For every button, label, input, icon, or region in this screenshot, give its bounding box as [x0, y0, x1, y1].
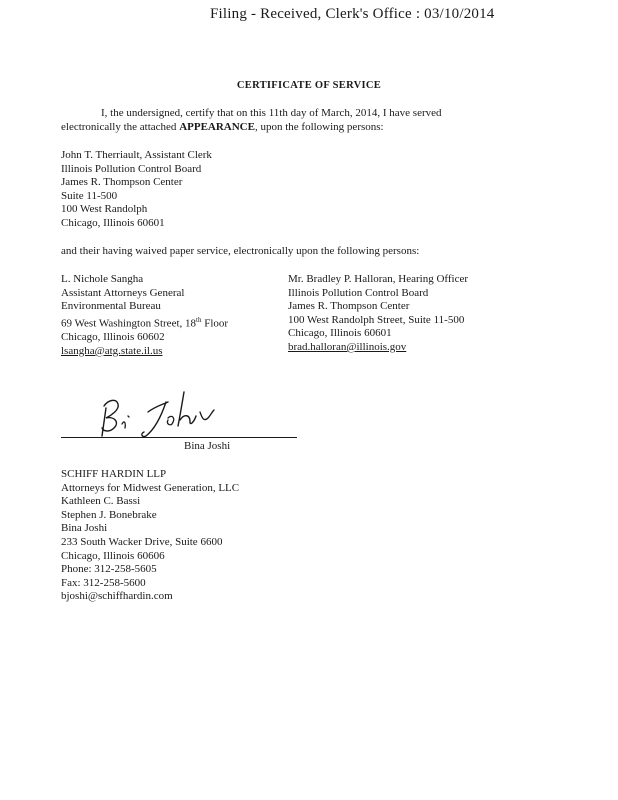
filing-stamp-header: Filing - Received, Clerk's Office : 03/10/2014	[210, 6, 495, 22]
left-recipient-address	[61, 273, 228, 358]
address-line: 100 West Randolph	[61, 203, 148, 216]
intro-line-1: I, the undersigned, certify that on this 11th day of March, 2014, I have served	[101, 107, 442, 119]
handwritten-signature	[90, 388, 230, 448]
address-line: John T. Therriault, Assistant Clerk	[61, 149, 212, 161]
first-recipient-address	[61, 149, 212, 231]
left-recipient-email-link[interactable]: lsangha@atg.state.il.us	[61, 344, 163, 357]
ordinal-suffix: th	[196, 315, 202, 324]
address-line: Illinois Pollution Control Board	[288, 286, 429, 299]
address-line: Environmental Bureau	[61, 300, 161, 313]
intro-line-2-pre: electronically the attached	[61, 121, 180, 133]
address-line: Chicago, Illinois 60601	[61, 216, 165, 229]
intro-line-2	[61, 121, 384, 135]
firm-phone: Phone: 312-258-5605	[61, 563, 157, 576]
right-recipient-address	[288, 273, 468, 355]
signer-printed-name: Bina Joshi	[184, 440, 231, 452]
address-line: Chicago, Illinois 60602	[61, 331, 165, 344]
address-line: James R. Thompson Center	[288, 300, 410, 313]
address-line-street: 69 West Washington Street, 18th Floor	[61, 315, 229, 330]
law-firm-signature-block	[61, 468, 239, 604]
document-title: CERTIFICATE OF SERVICE	[236, 80, 382, 91]
firm-email: bjoshi@schiffhardin.com	[61, 590, 173, 603]
address-line: L. Nichole Sangha	[61, 273, 144, 285]
firm-fax: Fax: 312-258-5600	[61, 576, 146, 589]
address-line: Chicago, Illinois 60601	[288, 327, 392, 340]
address-line: James R. Thompson Center	[61, 176, 183, 189]
address-line: 100 West Randolph Street, Suite 11-500	[288, 313, 465, 326]
address-line: Assistant Attorneys General	[61, 286, 185, 299]
attorney-name: Bina Joshi	[61, 522, 108, 535]
firm-street: 233 South Wacker Drive, Suite 6600	[61, 535, 223, 548]
waived-service-text: and their having waived paper service, electronically upon the following persons:	[61, 245, 420, 257]
address-line: Suite 11-500	[61, 189, 118, 202]
intro-line-2-post: , upon the following persons:	[254, 121, 384, 133]
firm-name: SCHIFF HARDIN LLP	[61, 468, 167, 480]
intro-document-name: APPEARANCE	[179, 121, 255, 133]
firm-role: Attorneys for Midwest Generation, LLC	[61, 481, 240, 494]
attorney-name: Kathleen C. Bassi	[61, 495, 141, 508]
attorney-name: Stephen J. Bonebrake	[61, 508, 157, 521]
firm-city: Chicago, Illinois 60606	[61, 549, 165, 562]
right-recipient-email-link[interactable]: brad.halloran@illinois.gov	[288, 340, 407, 353]
address-line: Mr. Bradley P. Halloran, Hearing Officer	[288, 273, 469, 285]
address-line: Illinois Pollution Control Board	[61, 162, 202, 175]
signature-line	[61, 437, 297, 438]
